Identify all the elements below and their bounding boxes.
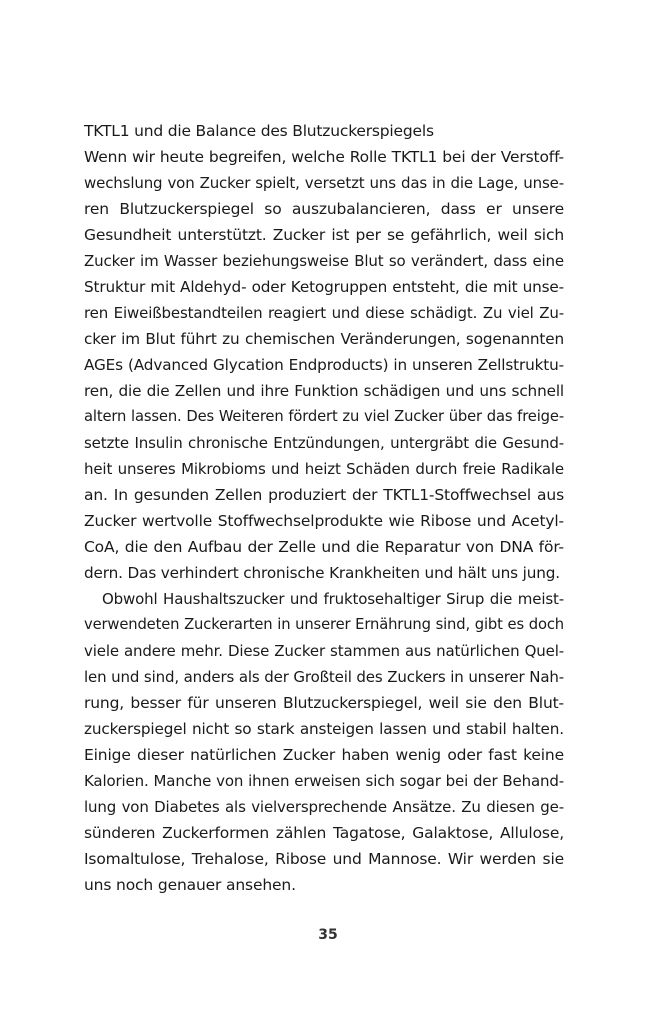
text-line: uns noch genauer ansehen. [84, 876, 296, 894]
text-line: dern. Das verhindert chronische Krankheiten und hält uns jung. [84, 564, 561, 582]
text-line: Struktur mit Aldehyd- oder Ketogruppen entsteht, die mit unse- [84, 278, 564, 296]
text-line: ren Blutzuckerspiegel so auszubalancieren, dass er unsere [84, 200, 564, 218]
text-line: Gesundheit unterstützt. Zucker ist per se gefährlich, weil sich [84, 226, 564, 244]
text-line: sünderen Zuckerformen zählen Tagatose, Galaktose, Allulose, [84, 824, 564, 842]
body-text [84, 144, 564, 898]
text-line: viele andere mehr. Diese Zucker stammen aus natürlichen Quel- [84, 642, 564, 660]
text-line: Einige dieser natürlichen Zucker haben wenig oder fast keine [84, 746, 564, 764]
text-line: lung von Diabetes als vielversprechende Ansätze. Zu diesen ge- [84, 798, 564, 816]
text-line: rung, besser für unseren Blutzuckerspiegel, weil sie den Blut- [84, 694, 564, 712]
text-line: ren, die die Zellen und ihre Funktion schädigen und uns schnell [84, 382, 564, 400]
text-line: Isomaltulose, Trehalose, Ribose und Mannose. Wir werden sie [84, 850, 564, 868]
book-page-text [84, 118, 564, 898]
text-line: AGEs (Advanced Glycation Endproducts) in unseren Zellstruktu- [84, 356, 564, 374]
text-line: len und sind, anders als der Großteil des Zuckers in unserer Nah- [84, 668, 564, 686]
paragraph [84, 586, 564, 898]
text-line: Zucker im Wasser beziehungsweise Blut so verändert, dass eine [84, 252, 564, 270]
text-line: cker im Blut führt zu chemischen Veränderungen, sogenannten [84, 330, 564, 348]
section-heading: TKTL1 und die Balance des Blutzuckerspiegels [84, 122, 434, 140]
text-line: an. In gesunden Zellen produziert der TKTL1-Stoffwechsel aus [84, 486, 564, 504]
text-line: CoA, die den Aufbau der Zelle und die Reparatur von DNA för- [84, 538, 564, 556]
text-line: wechslung von Zucker spielt, versetzt uns das in die Lage, unse- [84, 174, 564, 192]
text-line: altern lassen. Des Weiteren fördert zu viel Zucker über das freige- [84, 408, 564, 425]
text-line: Wenn wir heute begreifen, welche Rolle TKTL1 bei der Verstoff- [84, 148, 564, 166]
text-line: Obwohl Haushaltszucker und fruktosehaltiger Sirup die meist- [102, 590, 564, 608]
paragraph [84, 144, 564, 586]
text-line: zuckerspiegel nicht so stark ansteigen lassen und stabil halten. [84, 720, 564, 738]
text-line: Kalorien. Manche von ihnen erweisen sich sogar bei der Behand- [84, 772, 564, 790]
text-line: setzte Insulin chronische Entzündungen, untergräbt die Gesund- [84, 434, 564, 452]
text-line: heit unseres Mikrobioms und heizt Schäden durch freie Radikale [84, 460, 564, 478]
page-number: 35 [318, 927, 338, 943]
text-line: verwendeten Zuckerarten in unserer Ernährung sind, gibt es doch [84, 616, 564, 633]
text-line: Zucker wertvolle Stoffwechselprodukte wie Ribose und Acetyl- [84, 512, 564, 530]
text-line: ren Eiweißbestandteilen reagiert und diese schädigt. Zu viel Zu- [84, 304, 564, 322]
